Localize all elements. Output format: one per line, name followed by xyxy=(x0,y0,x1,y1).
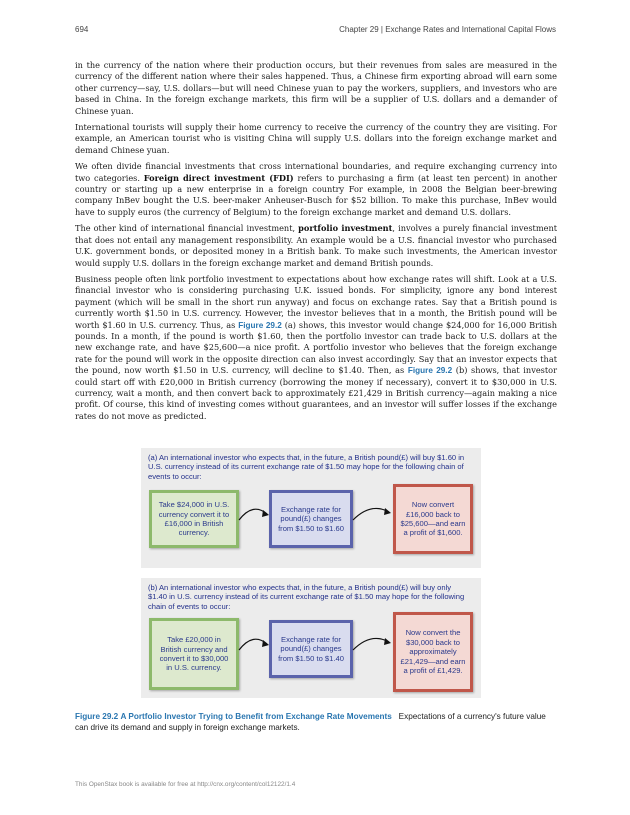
text-run: Business people often link portfolio investment to expectations about how exchange rates will shift. Look at a U.S. financial investor who is considering purchasing U.K. issued bonds. For simplicity, ignore any bond interest payment (which will be small in the short run anyway) and focus on exchange rates. Say that a British pound is currently worth $1.50 in U.S. currency. However, the investor believes that in a month, the British pound will be worth $1.60 in U.S. currency. Thus, as xyxy=(75,273,557,330)
arrow-icon xyxy=(237,630,273,654)
arrow-icon xyxy=(351,630,395,654)
box-text: Take £20,000 in British currency and convert it to $30,000 in U.S. currency. xyxy=(159,635,229,673)
paragraph: in the currency of the nation where their production occurs, but their revenues from sales are measured in the currency of the different nation where their sales happened. Thus, a Chinese firm exporting abroad will earn some other currency—say, U.S. dollars—but will need Chinese yuan to pay the workers, suppliers, and investors who are based in China. In the foreign exchange markets, this firm will be a supplier of U.S. dollars and a demander of Chinese yuan. xyxy=(75,60,557,116)
figure-link[interactable]: Figure 29.2 xyxy=(407,366,453,376)
page-footer: This OpenStax book is available for free at http://cnx.org/content/col12122/1.4 xyxy=(75,781,296,788)
box-text: Now convert the $30,000 back to approximately £21,429—and earn a profit of £1,429. xyxy=(400,628,466,676)
page-header xyxy=(0,0,630,40)
scenario-b-step-1 xyxy=(149,618,239,690)
scenario-a-intro: (a) An international investor who expects that, in the future, a British pound(£) will buy $1.60 in U.S. currency instead of its current exchange rate of $1.50 may hope for the following chain of events to occur: xyxy=(148,453,465,481)
text-run: (b) shows, that investor could start off with £20,000 in British currency (borrowing the money if necessary), convert it to $30,000 in U.S. currency, wait a month, and then convert back to approximately £21,429 in British currency—again making a nice profit. Of course, this kind of investing comes without guarantees, and an investor will suffer losses if the exchange rates do not move as predicted. xyxy=(75,365,558,421)
scenario-b-intro: (b) An international investor who expects that, in the future, a British pound(£) will buy only $1.40 in U.S. currency instead of its current exchange rate of $1.50 may hope for the following chain of events to occur: xyxy=(148,583,465,611)
arrow-icon xyxy=(237,500,273,524)
scenario-a-step-2 xyxy=(269,490,353,548)
caption-title: A Portfolio Investor Trying to Benefit from Exchange Rate Movements xyxy=(120,712,392,721)
scenario-a-step-3 xyxy=(393,484,473,554)
text-run: We often divide financial investments that cross international boundaries, and require exchanging currency into two categories. xyxy=(75,161,557,183)
scenario-a xyxy=(141,448,481,568)
scenario-a-step-1 xyxy=(149,490,239,548)
paragraph: International tourists will supply their home currency to receive the currency of the country they are visiting. For example, an American tourist who is visiting China will supply U.S. dollars into the foreign exchange market and demand Chinese yuan. xyxy=(75,122,557,155)
scenario-b xyxy=(141,578,481,698)
text-run: The other kind of international financial investment, xyxy=(75,223,299,234)
text-run: , involves a purely financial investment that does not entail any management responsibility. An example would be a U.S. financial investor who purchased U.K. government bonds, or deposited money in a British bank. To make such investments, the American investor would supply U.S. dollars in the foreign exchange market and demand British pounds. xyxy=(75,223,558,268)
page-number: 694 xyxy=(75,25,89,34)
text-run: (a) shows, this investor would change $24,000 for 16,000 British pounds. In a month, if the pound is worth $1.60, then the portfolio investor can trade back to U.S. dollars at the new exchange rate, and have $25,600—a nice profit. A portfolio investor who believes that the foreign exchange rate for the pound will work in the opposite direction can also invest accordingly. Say that an investor expects that the pound, now worth $1.50 in U.S. currency, will decline to $1.40. Then, as xyxy=(75,319,557,376)
text-run: refers to purchasing a firm (at least ten percent) in another country or starting up a new enterprise in a foreign country For example, in 2008 the Belgian beer-brewing company InBev bought the U.S. beer-maker Anheuser-Busch for $52 billion. To make this purchase, InBev would have to supply euros (the currency of Belgium) to the foreign exchange market and demand U.S. dollars. xyxy=(75,172,558,217)
scenario-b-step-2 xyxy=(269,620,353,678)
paragraph xyxy=(75,223,557,269)
arrow-icon xyxy=(351,500,395,524)
box-text: Exchange rate for pound(£) changes from $1.50 to $1.60 xyxy=(278,504,344,533)
box-text: Take $24,000 in U.S. currency convert it to £16,000 in British currency. xyxy=(158,500,230,538)
box-text: Now convert £16,000 back to $25,600—and earn a profit of $1,600. xyxy=(400,500,466,538)
key-term-portfolio: portfolio investment xyxy=(298,223,393,234)
paragraph xyxy=(75,161,557,218)
figure-29-2 xyxy=(141,448,481,706)
scenario-b-step-3 xyxy=(393,612,473,692)
figure-link[interactable]: Figure 29.2 xyxy=(238,320,282,330)
body-text xyxy=(75,60,557,427)
chapter-title: Chapter 29 | Exchange Rates and International Capital Flows xyxy=(339,25,556,34)
figure-caption xyxy=(75,711,557,733)
key-term-fdi: Foreign direct investment (FDI) xyxy=(143,172,294,183)
caption-label: Figure 29.2 xyxy=(75,712,119,721)
paragraph xyxy=(75,274,557,422)
box-text: Exchange rate for pound(£) changes from $1.50 to $1.40 xyxy=(278,634,344,663)
caption-text: Expectations of a currency's future value can drive its demand and supply in foreign exchange markets. xyxy=(75,712,546,732)
